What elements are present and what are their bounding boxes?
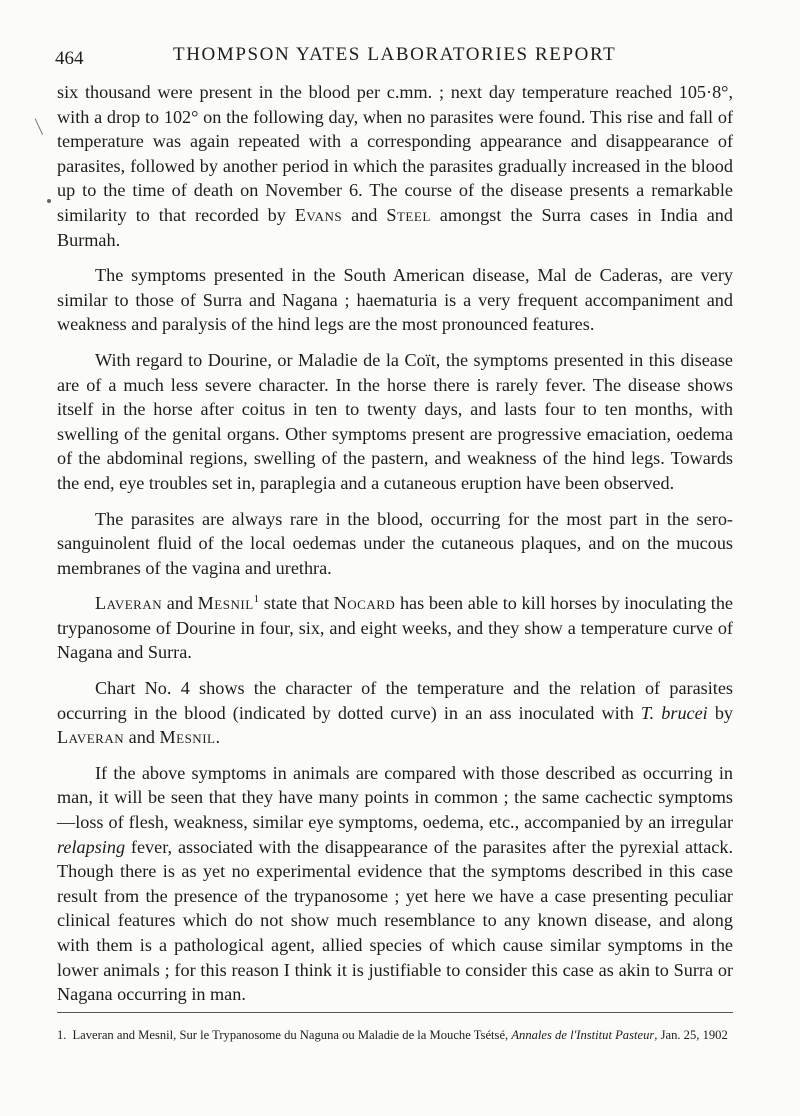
footnote-rule [57,1012,733,1013]
footnote-number: 1. [57,1028,67,1042]
footnote: 1. Laveran and Mesnil, Sur le Trypanosome du Naguna ou Maladie de la Mouche Tsétsé, Annales de l'Institut Pasteur, Jan. 25, 1902 [57,1028,728,1042]
margin-dot [47,199,51,203]
page-header [55,44,735,72]
page-number: 464 [55,48,84,69]
paragraph-6: Chart No. 4 shows the character of the temperature and the relation of parasites occurring in the blood (indicated by dotted curve) in an ass inoculated with T. brucei by Laveran and Mesnil. [57,678,734,748]
author-mesnil: Mesnil [197,593,254,614]
author-evans: Evans [294,204,343,225]
species-name: T. brucei [640,702,708,723]
journal-title: Annales de l'Institut Pasteur [511,1028,655,1042]
footnote-ref: 1 [253,593,260,606]
emphasis-relapsing: relapsing [57,836,126,857]
paragraph-7: If the above symptoms in animals are compared with those described as occurring in man, it will be seen that they have many points in common ; the same cachectic symptoms—loss of flesh, weakness, similar eye symptoms, oedema, etc., accompanied by an irregular relapsing fever, associated with the disappearance of the parasites after the pyrexial attack. Though there is as yet no experimental evidence that the symptoms described in this case result from the presence of the trypanosome ; yet here we have a case presenting peculiar clinical features which do not show much resemblance to any known disease, and along with them is a pathological agent, allied species of which cause similar symptoms in the lower animals ; for this reason I think it is justifiable to consider this case as akin to Surra or Nagana occurring in man. [57,762,733,1005]
author-steel: Steel [386,204,431,225]
paragraph-2: The symptoms presented in the South American disease, Mal de Caderas, are very similar to those of Surra and Nagana ; haematuria is a very frequent accompaniment and weakness and paralysis of the hind legs are the most pronounced features. [57,265,733,335]
margin-mark [35,115,51,135]
author-nocard: Nocard [333,593,396,614]
paragraph-5: Laveran and Mesnil$^1$ state that Nocard has been able to kill horses by inoculating the trypanosome of Dourine in four, six, and eight weeks, and they show a temperature curve of Nagana and Surra. [57,593,733,663]
running-head: THOMPSON YATES LABORATORIES REPORT [173,44,617,65]
paragraph-3: With regard to Dourine, or Maladie de la Coït, the symptoms presented in this disease are of a much less severe character. In the horse there is rarely fever. The disease shows itself in the horse after coitus in ten to twenty days, and lasts four to ten months, with swelling of the genital organs. Other symptoms present are progressive emaciation, oedema of the abdominal regions, swelling of the pastern, and weakness of the hind legs. Towards the end, eye troubles set in, paraplegia and a cutaneous eruption have been observed. [57,349,733,493]
paragraph-1: six thousand were present in the blood per c.mm. ; next day temperature reached 105·8°, with a drop to 102° on the following day, when no parasites were found. This rise and fall of temperature was again repeated with a corresponding appearance and disappearance of parasites, followed by another period in which the parasites gradually increased in the blood up to the time of death on November 6. The course of the disease presents a remarkable similarity to that recorded by Evans and Steel amongst the Surra cases in India and Burmah. [57,82,733,250]
paragraph-4: The parasites are always rare in the blood, occurring for the most part in the sero-sanguinolent fluid of the local oedemas under the cutaneous plaques, and on the mucous membranes of the vagina and urethra. [57,508,733,578]
body-text [57,80,733,1018]
author-laveran: Laveran [95,593,163,614]
